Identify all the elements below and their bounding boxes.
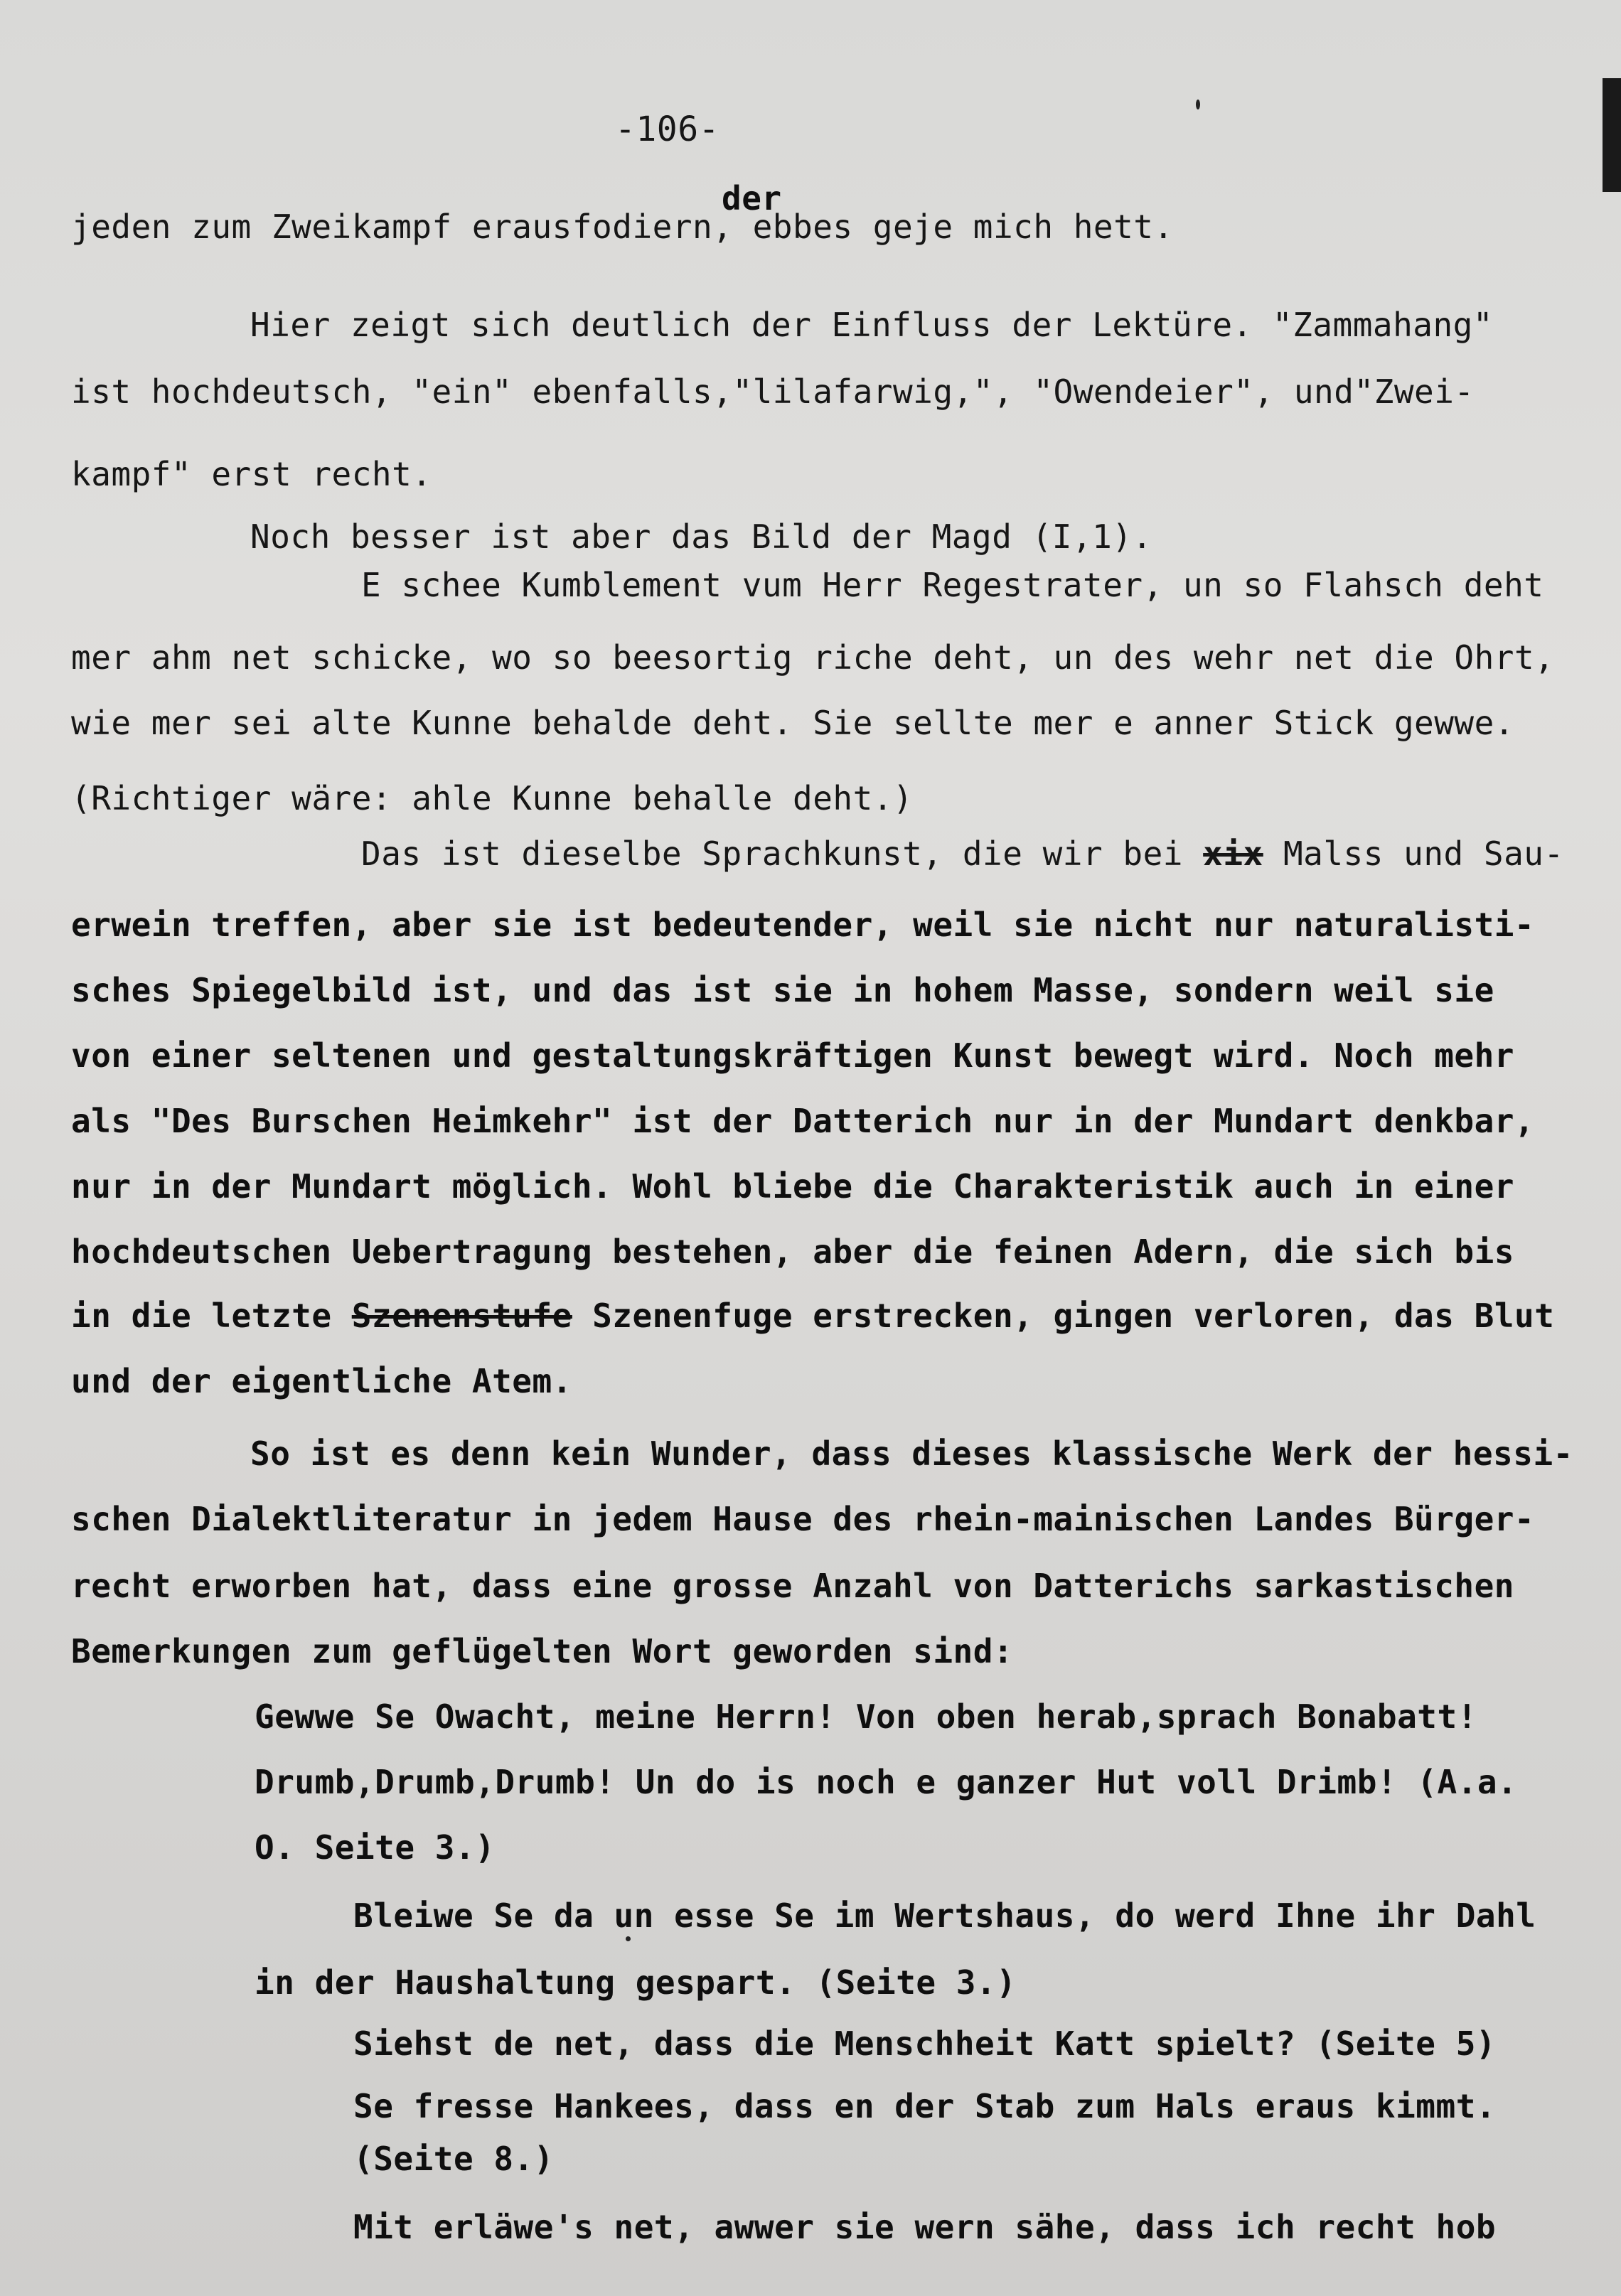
- quote-line: mer ahm net schicke, wo so beesortig riche deht, un des wehr net die Ohrt,: [71, 638, 1555, 677]
- text-line: kampf" erst recht.: [71, 455, 432, 493]
- text-line: und der eigentliche Atem.: [71, 1362, 572, 1400]
- text-line: Bemerkungen zum geflügelten Wort geworden sind:: [71, 1632, 1014, 1670]
- text-line: jeden zum Zweikampf erausfodiern, ebbes geje mich hett.: [71, 208, 1174, 246]
- quote-line: (Seite 8.): [353, 2140, 554, 2178]
- quote-line: Siehst de net, dass die Menschheit Katt spielt? (Seite 5): [353, 2024, 1497, 2063]
- text-line: erwein treffen, aber sie ist bedeutender, weil sie nicht nur naturalisti-: [71, 906, 1535, 944]
- text-line: (Richtiger wäre: ahle Kunne behalle deht.): [71, 779, 914, 817]
- text-span: in die letzte: [71, 1297, 352, 1335]
- quote-line: wie mer sei alte Kunne behalde deht. Sie sellte mer e anner Stick gewwe.: [71, 704, 1514, 742]
- quote-line: Mit erläwe's net, awwer sie wern sähe, dass ich recht hob: [353, 2208, 1497, 2246]
- ink-speck: [626, 1936, 631, 1941]
- quote-line: O. Seite 3.): [255, 1828, 496, 1867]
- text-line: [71, 1297, 1555, 1335]
- text-line: nur in der Mundart möglich. Wohl bliebe die Charakteristik auch in einer: [71, 1167, 1514, 1206]
- text-line: als "Des Burschen Heimkehr" ist der Datterich nur in der Mundart denkbar,: [71, 1102, 1535, 1140]
- struck-word: Szenenstufe: [351, 1297, 572, 1335]
- text-span: Malss und Sau-: [1263, 835, 1564, 873]
- text-line: [361, 835, 1564, 873]
- text-line: der: [722, 179, 782, 218]
- quote-line: E schee Kumblement vum Herr Regestrater, un so Flahsch deht: [361, 566, 1544, 604]
- quote-line: Gewwe Se Owacht, meine Herrn! Von oben herab,sprach Bonabatt!: [255, 1697, 1477, 1736]
- page-edge-mark: [1603, 78, 1621, 192]
- quote-line: Se fresse Hankees, dass en der Stab zum Hals eraus kimmt.: [353, 2087, 1497, 2125]
- quote-line: Drumb,Drumb,Drumb! Un do is noch e ganzer Hut voll Drimb! (A.a.: [255, 1763, 1518, 1801]
- ink-speck: [1196, 100, 1200, 109]
- page-number: -106-: [615, 109, 719, 149]
- text-line: von einer seltenen und gestaltungskräftigen Kunst bewegt wird. Noch mehr: [71, 1036, 1514, 1075]
- struck-word: xix: [1203, 835, 1263, 873]
- text-span: Das ist dieselbe Sprachkunst, die wir bei: [361, 835, 1204, 873]
- text-line: hochdeutschen Uebertragung bestehen, aber die feinen Adern, die sich bis: [71, 1233, 1514, 1271]
- text-line: recht erworben hat, dass eine grosse Anzahl von Datterichs sarkastischen: [71, 1567, 1514, 1605]
- text-line: ist hochdeutsch, "ein" ebenfalls,"lilafarwig,", "Owendeier", und"Zwei-: [71, 372, 1475, 411]
- text-line: schen Dialektliteratur in jedem Hause des rhein-mainischen Landes Bürger-: [71, 1500, 1535, 1538]
- text-span: Szenenfuge erstrecken, gingen verloren, das Blut: [572, 1297, 1555, 1335]
- text-line: Noch besser ist aber das Bild der Magd (I,1).: [250, 517, 1152, 556]
- quote-line: Bleiwe Se da un esse Se im Wertshaus, do werd Ihne ihr Dahl: [353, 1897, 1536, 1935]
- quote-line: in der Haushaltung gespart. (Seite 3.): [255, 1963, 1017, 2002]
- text-line: Hier zeigt sich deutlich der Einfluss der Lektüre. "Zammahang": [250, 306, 1494, 344]
- text-line: sches Spiegelbild ist, und das ist sie in hohem Masse, sondern weil sie: [71, 971, 1494, 1009]
- text-line: So ist es denn kein Wunder, dass dieses klassische Werk der hessi-: [250, 1434, 1573, 1473]
